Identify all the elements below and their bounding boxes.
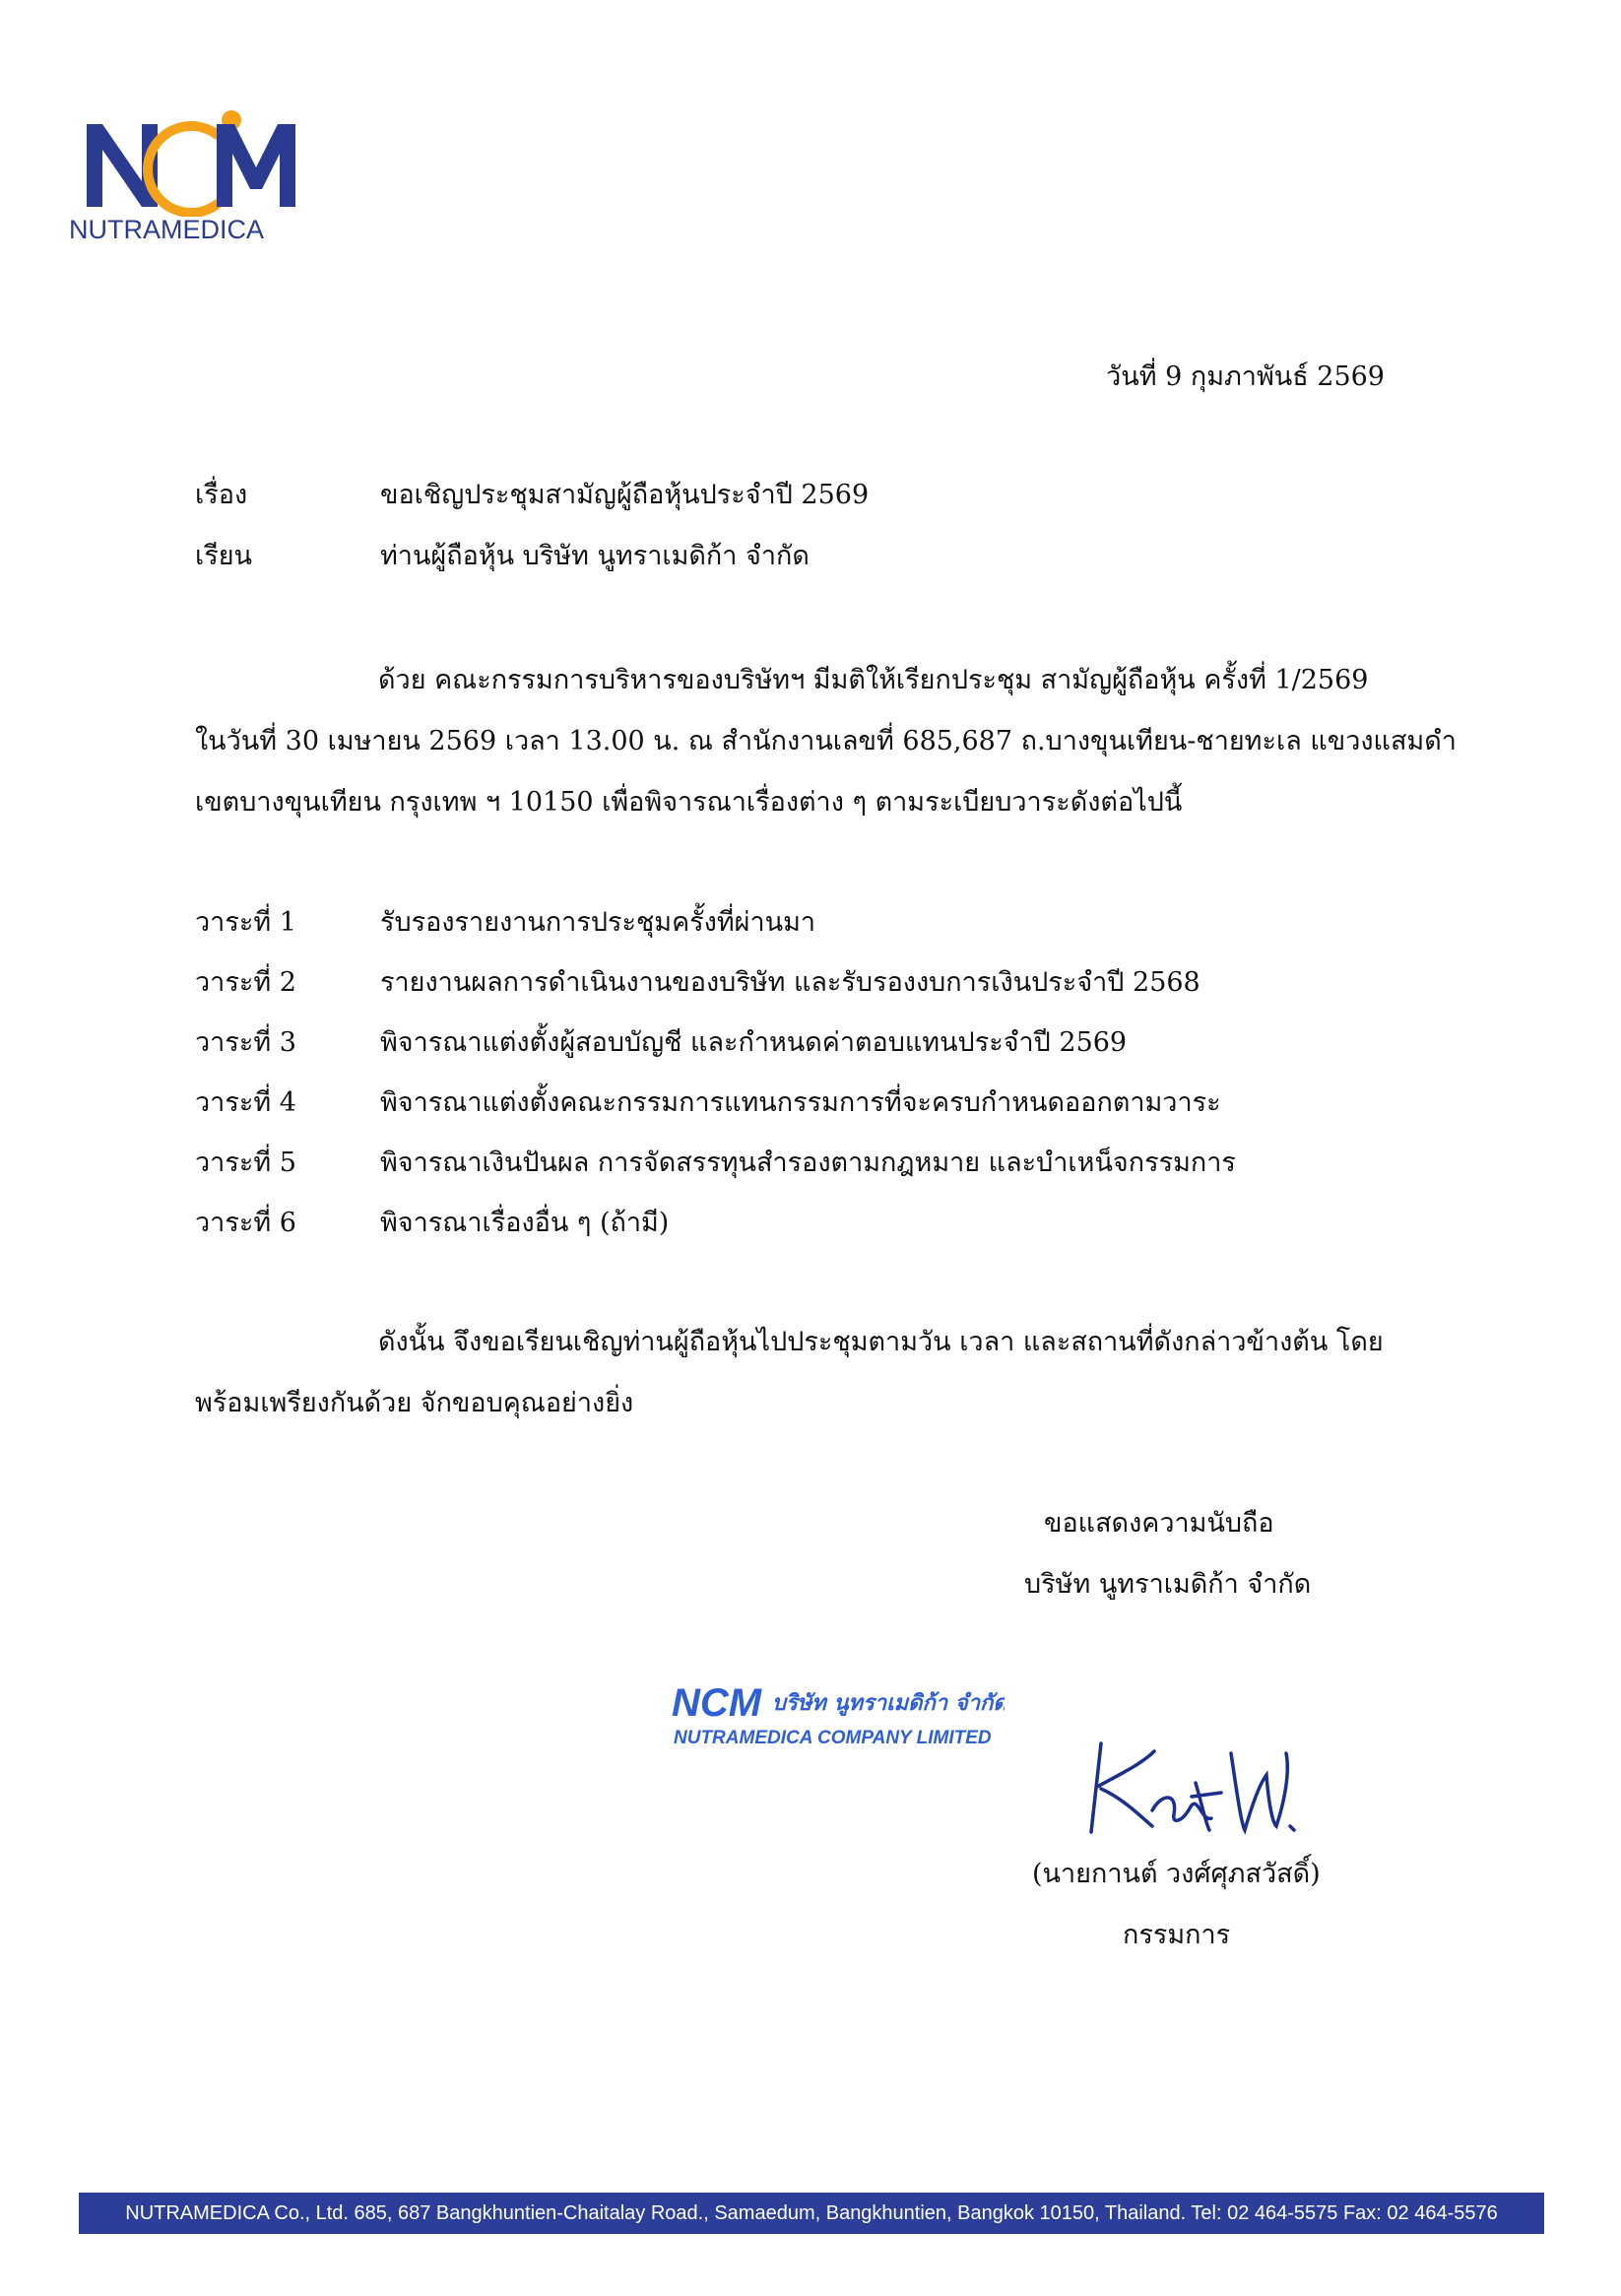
intro-line: เขตบางขุนเทียน กรุงเทพ ฯ 10150 เพื่อพิจารณาเรื่องต่าง ๆ ตามระเบียบวาระดังต่อไปนี้	[195, 787, 1183, 818]
conclusion-paragraph	[195, 1312, 1426, 1434]
agenda-number: วาระที่ 2	[195, 967, 296, 998]
agenda-item: พิจารณาเงินปันผล การจัดสรรทุนสำรองตามกฎหมาย และบำเหน็จกรรมการ	[380, 1148, 1236, 1178]
stamp-logo: NCM	[672, 1681, 762, 1725]
subject-value: ขอเชิญประชุมสามัญผู้ถือหุ้นประจำปี 2569	[380, 480, 870, 510]
closing-regards: ขอแสดงความนับถือ	[1044, 1508, 1274, 1539]
closing-company: บริษัท นูทราเมดิก้า จำกัด	[1024, 1569, 1312, 1600]
company-logo	[69, 59, 305, 256]
footer-address-bar: NUTRAMEDICA Co., Ltd. 685, 687 Bangkhuntien-Chaitalay Road., Samaedum, Bangkhuntien, Bangkok 10150, Thailand. Tel: 02 464-5575 Fax: 02 464-5576	[79, 2193, 1544, 2234]
agenda-number: วาระที่ 6	[195, 1208, 296, 1238]
letter-date: วันที่ 9 กุมภาพันธ์ 2569	[1106, 361, 1385, 392]
intro-paragraph	[195, 650, 1457, 833]
agenda-number: วาระที่ 4	[195, 1087, 296, 1118]
handwritten-signature	[1083, 1724, 1300, 1852]
agenda-item: พิจารณาแต่งตั้งคณะกรรมการแทนกรรมการที่จะครบกำหนดออกตามวาระ	[380, 1087, 1221, 1118]
signatory-name: (นายกานต์ วงศ์ศุภสวัสดิ์)	[1032, 1859, 1321, 1889]
company-stamp	[670, 1673, 1005, 1751]
ncm-logo-mark	[69, 59, 305, 217]
recipient-label: เรียน	[195, 541, 253, 571]
agenda-item: พิจารณาเรื่องอื่น ๆ (ถ้ามี)	[380, 1208, 670, 1238]
agenda-item: รับรองรายงานการประชุมครั้งที่ผ่านมา	[380, 907, 816, 938]
intro-line: ในวันที่ 30 เมษายน 2569 เวลา 13.00 น. ณ สำนักงานเลขที่ 685,687 ถ.บางขุนเทียน-ชายทะเล แขวงแสมดำ	[195, 726, 1457, 756]
subject-label: เรื่อง	[195, 480, 248, 510]
agenda-item: พิจารณาแต่งตั้งผู้สอบบัญชี และกำหนดค่าตอบแทนประจำปี 2569	[380, 1027, 1128, 1058]
stamp-thai: บริษัท นูทราเมดิก้า จำกัด	[772, 1691, 1005, 1716]
agenda-number: วาระที่ 1	[195, 907, 296, 938]
intro-line: ด้วย คณะกรรมการบริหารของบริษัทฯ มีมติให้เรียกประชุม สามัญผู้ถือหุ้น ครั้งที่ 1/2569	[378, 665, 1369, 695]
company-name: NUTRAMEDICA	[69, 215, 265, 244]
stamp-english: NUTRAMEDICA COMPANY LIMITED	[674, 1728, 992, 1748]
agenda-number: วาระที่ 5	[195, 1148, 296, 1178]
stamp-graphic	[670, 1673, 1005, 1751]
agenda-item: รายงานผลการดำเนินงานของบริษัท และรับรองงบการเงินประจำปี 2568	[380, 967, 1200, 998]
conclusion-line: พร้อมเพรียงกันด้วย จักขอบคุณอย่างยิ่ง	[195, 1388, 634, 1418]
conclusion-line: ดังนั้น จึงขอเรียนเชิญท่านผู้ถือหุ้นไปประชุมตามวัน เวลา และสถานที่ดังกล่าวข้างต้น โดย	[378, 1327, 1384, 1357]
agenda-number: วาระที่ 3	[195, 1027, 296, 1058]
signatory-title: กรรมการ	[1123, 1920, 1231, 1950]
recipient-value: ท่านผู้ถือหุ้น บริษัท นูทราเมดิก้า จำกัด	[380, 541, 810, 571]
